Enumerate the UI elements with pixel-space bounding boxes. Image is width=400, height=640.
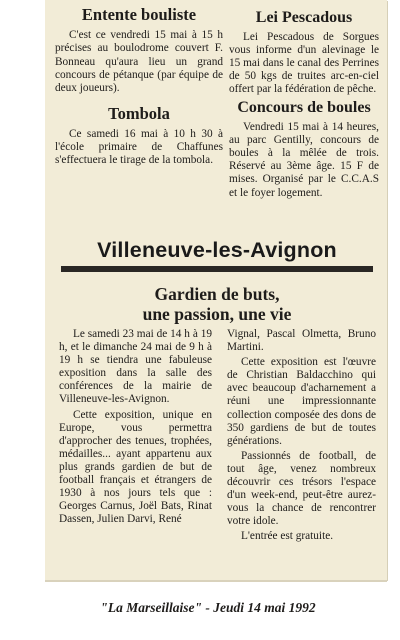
concours-body: Vendredi 15 mai à 14 heures, au parc Gentilly, concours de boules à la mêlée de trois. Réservé au 3ème âge. 15 F de mises. Organisé par le C.C.A.S et le foyer logement.	[229, 121, 379, 199]
main-right-para-3: Passionnés de football, de tout âge, venez nombreux découvrir ces trésors l'espace d'un week-end, peut-être aurez-vous la chance de rencontrer votre idole.	[227, 449, 376, 528]
main-article-title	[61, 284, 373, 324]
source-caption: "La Marseillaise" - Jeudi 14 mai 1992	[100, 600, 316, 615]
main-right-para-2: Cette exposition est l'œuvre de Christian Baldacchino qui avec beaucoup d'acharnement a réuni une impressionnante collection composée des dons de 350 gardiens de but de toutes générations.	[227, 356, 376, 447]
concours-title: Concours de boules	[237, 99, 371, 117]
main-title-line1: Gardien de buts,	[154, 284, 280, 304]
pescadous-title: Lei Pescadous	[255, 9, 353, 26]
top-left-column	[55, 6, 223, 167]
main-title-line2: une passion, une vie	[142, 304, 292, 324]
tombola-title: Tombola	[108, 103, 170, 123]
pescadous-body: Lei Pescadous de Sorgues vous informe d'un alevinage le 15 mai dans le canal des Perrines de 50 kgs de truites arc-en-ciel offert par la fédération de pêche.	[229, 30, 379, 96]
entente-title: Entente bouliste	[81, 5, 197, 24]
main-right-column	[227, 328, 376, 544]
clipping-edge	[45, 580, 387, 582]
tombola-body: Ce samedi 16 mai à 10 h 30 à l'école primaire de Chaffunes s'effectuera le tirage de la tombola.	[55, 128, 223, 167]
top-right-column	[229, 10, 379, 200]
main-left-para-2: Cette exposition, unique en Europe, vous permettra d'approcher des tenues, trophées, médailles... ayant appartenu aux plus grands gardien de but de football français et étrangers de 1930 à nos jours tels que : Georges Carnus, Joël Bats, Rinat Dassen, Julien Darvi, René	[59, 408, 212, 526]
main-right-para-1: Vignal, Pascal Olmetta, Bruno Martini.	[227, 328, 376, 354]
main-right-para-4: L'entrée est gratuite.	[241, 530, 334, 543]
main-left-para-1: Le samedi 23 mai de 14 h à 19 h, et le dimanche 24 mai de 9 h à 19 h se tiendra une fabuleuse exposition dans la salle des conférences de la mairie de Villeneuve-les-Avignon.	[59, 328, 212, 406]
main-left-column	[59, 328, 212, 526]
section-banner: Villeneuve-les-Avignon	[97, 238, 337, 262]
banner-rule	[61, 266, 373, 272]
newspaper-clipping	[45, 0, 387, 580]
entente-body: C'est ce vendredi 15 mai à 15 h précises au boulodrome couvert F. Bonneau qu'aura lieu un grand concours de pétanque (par équipe de deux joueurs).	[55, 29, 223, 94]
